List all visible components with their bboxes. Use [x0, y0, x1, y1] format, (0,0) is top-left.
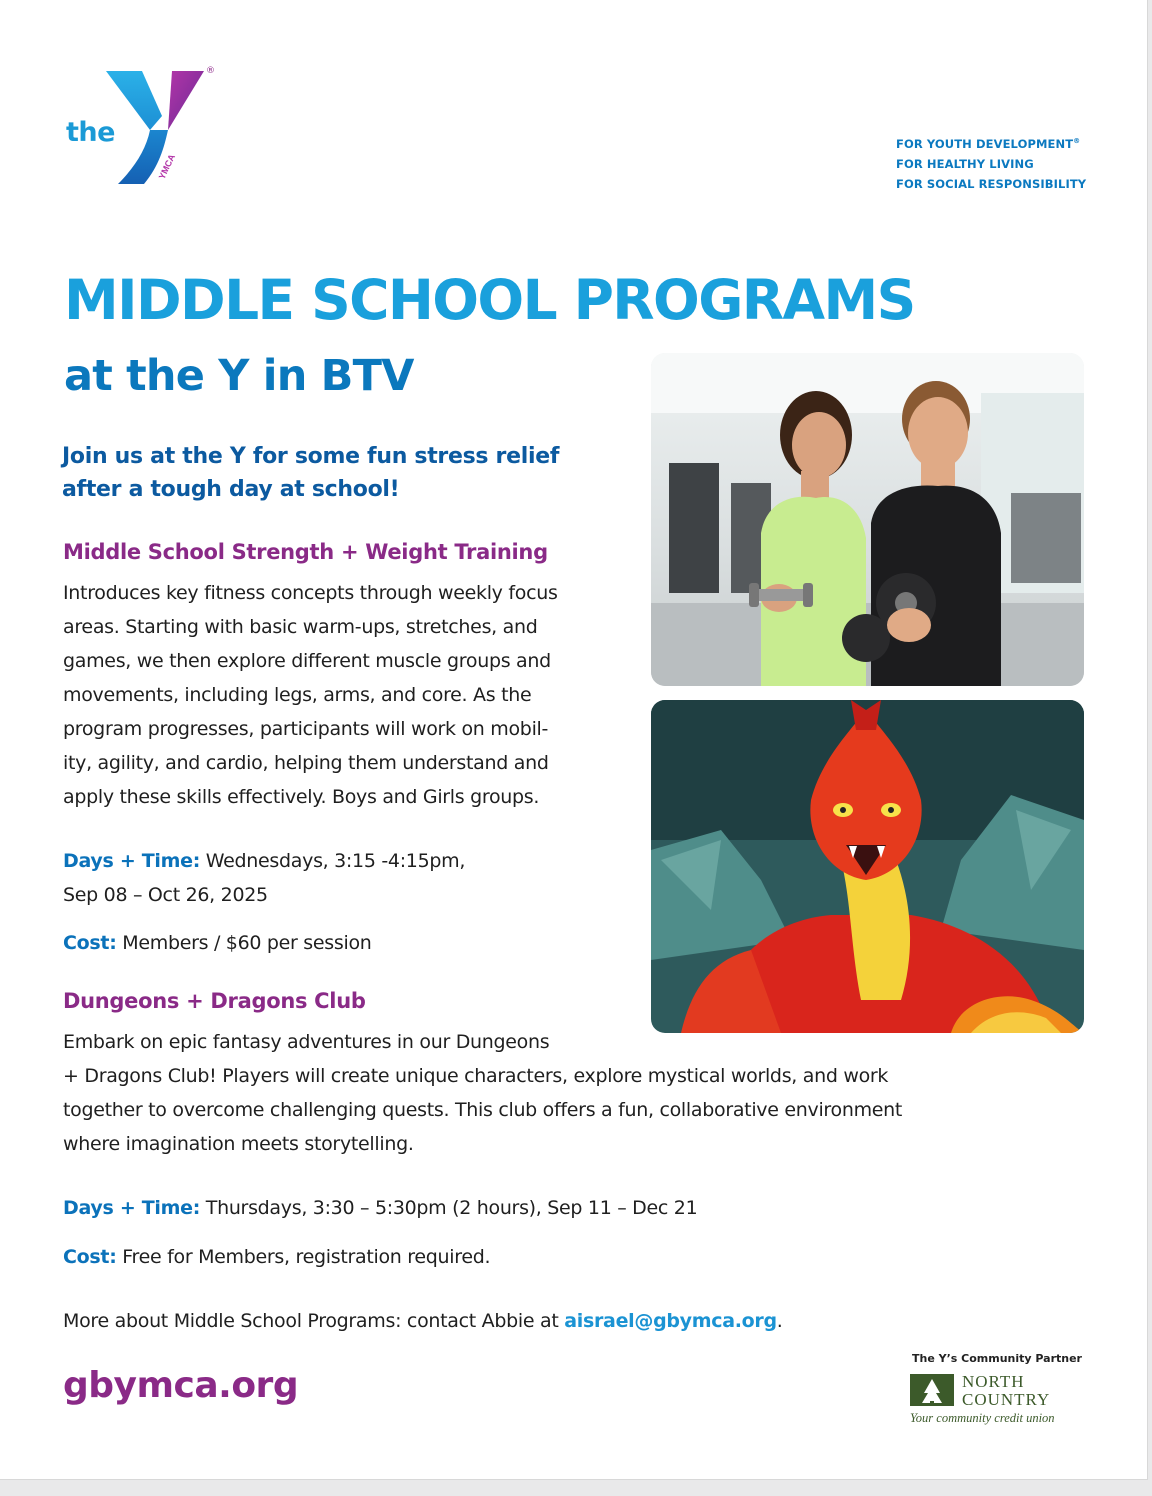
days-time-label: Days + Time:: [63, 850, 201, 872]
strength-days-value: Wednesdays, 3:15 -4:15pm,: [205, 850, 466, 872]
intro-line-2: after a tough day at school!: [62, 477, 400, 502]
page-subtitle: at the Y in BTV: [64, 351, 414, 401]
contact-email-link[interactable]: aisrael@gbymca.org: [564, 1310, 777, 1332]
page-title: MIDDLE SCHOOL PROGRAMS: [64, 268, 915, 332]
strength-line: Introduces key fitness concepts through weekly focus: [63, 582, 558, 604]
teens-fitness-photo: [651, 353, 1084, 686]
days-time-label: Days + Time:: [63, 1197, 201, 1219]
logo-the-text: the: [66, 117, 115, 148]
tagline-line-2: FOR HEALTHY LIVING: [896, 156, 1034, 171]
cost-label: Cost:: [63, 1246, 117, 1268]
tagline-reg-mark: ®: [1073, 137, 1081, 145]
registered-mark: ®: [206, 66, 215, 76]
strength-line: apply these skills effectively. Boys and Girls groups.: [63, 786, 540, 808]
intro-line-1: Join us at the Y for some fun stress relief: [62, 444, 560, 469]
dnd-cost-value: Free for Members, registration required.: [122, 1246, 491, 1268]
website-link[interactable]: gbymca.org: [63, 1365, 299, 1406]
partner-tagline: Your community credit union: [910, 1411, 1055, 1425]
dragon-painting-photo: [651, 700, 1084, 1033]
strength-line: areas. Starting with basic warm-ups, stretches, and: [63, 616, 538, 638]
north-country-logo: [910, 1371, 1080, 1431]
strength-description: [63, 576, 638, 814]
ymca-logo-icon: [104, 68, 214, 188]
strength-line: movements, including legs, arms, and core. As the: [63, 684, 532, 706]
contact-text: More about Middle School Programs: contact Abbie at: [63, 1310, 559, 1332]
dnd-description: [63, 1059, 1063, 1161]
partner-name-line-2: COUNTRY: [962, 1390, 1051, 1409]
dnd-schedule: [63, 1191, 1063, 1225]
contact-period: .: [776, 1310, 783, 1332]
strength-dates-value: Sep 08 – Oct 26, 2025: [63, 884, 268, 906]
svg-text:YMCA: YMCA: [156, 152, 178, 181]
dnd-line: where imagination meets storytelling.: [63, 1133, 414, 1155]
strength-cost-value: Members / $60 per session: [122, 932, 372, 954]
strength-line: program progresses, participants will work on mobil-: [63, 718, 549, 740]
dnd-cost: [63, 1240, 1063, 1274]
strength-heading: Middle School Strength + Weight Training: [63, 540, 548, 564]
strength-schedule: [63, 844, 623, 912]
dnd-heading: Dungeons + Dragons Club: [63, 989, 366, 1013]
tagline-line-1: FOR YOUTH DEVELOPMENT: [896, 136, 1074, 151]
contact-line: [63, 1304, 1063, 1338]
tagline-line-3: FOR SOCIAL RESPONSIBILITY: [896, 176, 1087, 191]
ymca-tagline: [896, 131, 1126, 194]
dnd-line: together to overcome challenging quests. This club offers a fun, collaborative environment: [63, 1099, 903, 1121]
dnd-days-value: Thursdays, 3:30 – 5:30pm (2 hours), Sep 11 – Dec 21: [205, 1197, 698, 1219]
strength-cost: [63, 926, 623, 960]
intro-text: [62, 440, 632, 506]
partner-label: The Y’s Community Partner: [912, 1352, 1082, 1365]
partner-name-line-1: NORTH: [962, 1372, 1025, 1391]
cost-label: Cost:: [63, 932, 117, 954]
dnd-description-first-line: Embark on epic fantasy adventures in our Dungeons: [63, 1031, 550, 1053]
dnd-line: + Dragons Club! Players will create unique characters, explore mystical worlds, and work: [63, 1065, 889, 1087]
strength-line: ity, agility, and cardio, helping them understand and: [63, 752, 549, 774]
strength-line: games, we then explore different muscle groups and: [63, 650, 551, 672]
